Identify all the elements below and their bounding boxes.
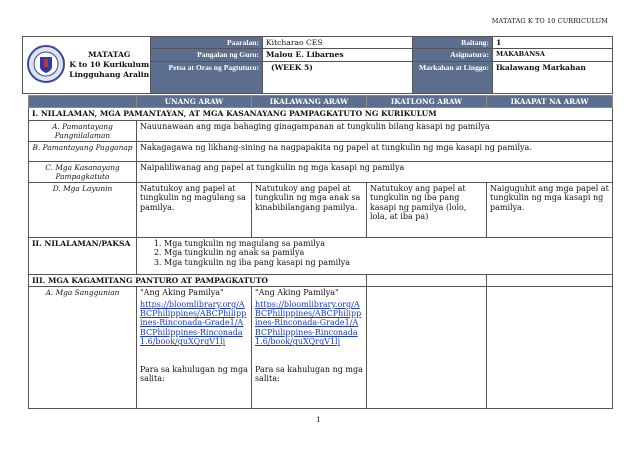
references-day3 xyxy=(367,287,487,409)
reference-link[interactable]: https://bloomlibrary.org/ABCPhilippines/ABCPhilippines-Rinconada-Grade1/ABCPhilippines-Rinconada1.6/book/guXQrqV1lj xyxy=(255,299,362,347)
topic-item: 2. Mga tungkulin ng anak sa pamilya xyxy=(164,248,609,257)
teacher-value: Malou E. Libarnes xyxy=(263,49,413,61)
row-label: B. Pamantayang Pagganap xyxy=(29,141,137,161)
row-label: C. Mga Kasanayang Pampagkatuto xyxy=(29,161,137,182)
quarter-label: Markahan at Linggo: xyxy=(413,61,493,93)
section-2-title: II. NILALAMAN/PAKSA xyxy=(29,237,137,274)
objective-day4: Naiguguhit ang mga papel at tungkulin ng mga kasapi ng pamilya. xyxy=(487,182,613,237)
objective-day2: Natutukoy ang papel at tungkulin ng mga anak sa kinabibilangang pamilya. xyxy=(252,182,367,237)
reference-note: Para sa kahulugan ng mga salita: xyxy=(255,364,363,384)
deped-seal-logo xyxy=(23,37,69,94)
content-standard: Nauunawaan ang mga bahaging ginagampanan at tungkulin bilang kasapi ng pamilya xyxy=(137,120,613,141)
row-label: A. Mga Sanggunian xyxy=(29,287,137,409)
date-value: (WEEK 5) xyxy=(263,61,413,93)
objective-day1: Natutukoy ang papel at tungkulin ng magulang sa pamilya. xyxy=(137,182,252,237)
references-day1 xyxy=(137,287,252,409)
empty-cell xyxy=(367,274,487,286)
running-header: MATATAG K TO 10 CURRICULUM xyxy=(491,17,608,25)
document-title xyxy=(69,37,151,94)
lesson-plan-table xyxy=(28,95,613,409)
learning-competency: Naipaliliwanag ang papel at tungkulin ng mga kasapi ng pamilya xyxy=(137,161,613,182)
column-header-day1: UNANG ARAW xyxy=(137,96,252,108)
reference-title: "Ang Aking Pamilya" xyxy=(140,288,224,298)
section-3-title: III. MGA KAGAMITANG PANTURO AT PAMPAGKATUTO xyxy=(29,274,367,286)
empty-cell xyxy=(487,274,613,286)
column-header xyxy=(29,96,137,108)
subject-label: Asignatura: xyxy=(413,49,493,61)
subject-value: MAKABANSA xyxy=(493,49,613,61)
grade-label: Baitang: xyxy=(413,37,493,49)
row-label: D. Mga Layunin xyxy=(29,182,137,237)
title-line: K to 10 Kurikulum xyxy=(69,59,150,69)
topic-item: 3. Mga tungkulin ng iba pang kasapi ng pamilya xyxy=(164,258,609,267)
title-line: Lingguhang Aralin xyxy=(69,69,150,79)
title-line: MATATAG xyxy=(88,49,131,59)
school-value: Kitcharao CES xyxy=(263,37,413,49)
teacher-label: Pangalan ng Guro: xyxy=(151,49,263,61)
day-header-row xyxy=(29,96,613,108)
column-header-day4: IKAAPAT NA ARAW xyxy=(487,96,613,108)
column-header-day2: IKALAWANG ARAW xyxy=(252,96,367,108)
school-label: Paaralan: xyxy=(151,37,263,49)
lesson-header-table xyxy=(22,36,613,94)
reference-link[interactable]: https://bloomlibrary.org/ABCPhilippines/ABCPhilippines-Rinconada-Grade1/ABCPhilippines-Rinconada1.6/book/guXQrqV1lj xyxy=(140,299,247,347)
objective-day3: Natutukoy ang papel at tungkulin ng iba pang kasapi ng pamilya (lolo, lola, at iba pa) xyxy=(367,182,487,237)
date-label: Petsa at Oras ng Pagtuturo: xyxy=(151,61,263,93)
topic-list xyxy=(137,237,613,274)
references-day4 xyxy=(487,287,613,409)
row-label: A. Pamantayang Pangnilalaman xyxy=(29,120,137,141)
page-number: 1 xyxy=(316,415,321,424)
quarter-value: Ikalawang Markahan xyxy=(493,61,613,93)
performance-standard: Nakagagawa ng likhang-sining na nagpapakita ng papel at tungkulin ng mga kasapi ng pamilya. xyxy=(137,141,613,161)
topic-item: 1. Mga tungkulin ng magulang sa pamilya xyxy=(164,239,609,248)
references-day2 xyxy=(252,287,367,409)
grade-value: 1 xyxy=(493,37,613,49)
reference-note: Para sa kahulugan ng mga salita: xyxy=(140,364,248,384)
reference-title: "Ang Aking Pamilya" xyxy=(255,288,339,298)
section-1-title: I. NILALAMAN, MGA PAMANTAYAN, AT MGA KASANAYANG PAMPAGKATUTO NG KURIKULUM xyxy=(29,108,613,120)
column-header-day3: IKATLONG ARAW xyxy=(367,96,487,108)
